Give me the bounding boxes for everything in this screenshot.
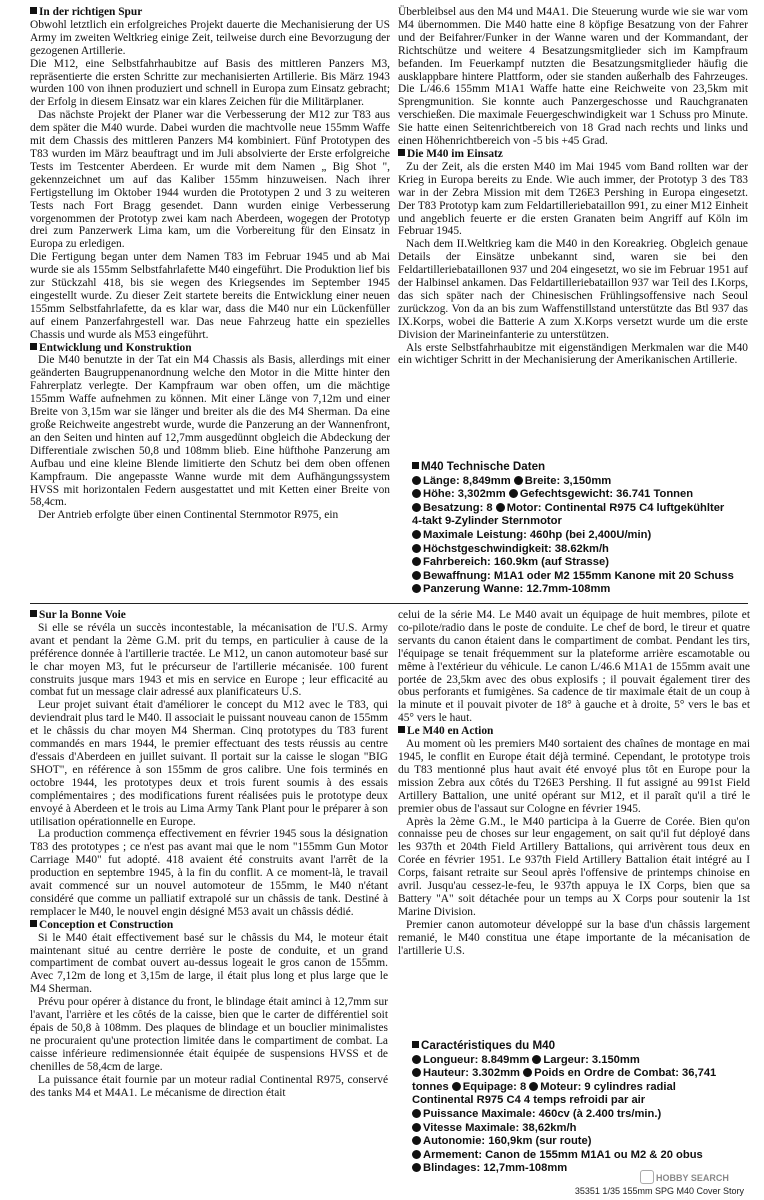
spec-line: Puissance Maximale: 460cv (à 2.400 trs/min.)	[412, 1108, 748, 1122]
square-bullet-icon	[30, 610, 37, 617]
spec-line: Fahrbereich: 160.9km (auf Strasse)	[412, 556, 748, 570]
section-heading: Le M40 en Action	[398, 725, 750, 738]
section-heading: Entwicklung und Konstruktion	[30, 342, 390, 355]
paragraph: Prévu pour opérer à distance du front, le blindage était aminci à 12,7mm sur l'avant, l'arrière et les côtés de la caisse, bien que le carter de différentiel soit épais de 50,8 à 108mm. Des plaques de blindage et un bouclier minimalistes ne procuraient qu'une protection limitée dans le compartiment de combat. La caisse inférieure redimensionnée était équipée de suspensions HVSS et de chenilles de 58,4cm de large.	[30, 996, 388, 1073]
paragraph: La puissance était fournie par un moteur radial Continental R975, conservé des tanks M4 et M4A1. Le mécanisme de direction était	[30, 1073, 388, 1099]
square-bullet-icon	[398, 149, 405, 156]
bullet-icon	[532, 1055, 541, 1064]
spec-line: Höchstgeschwindigkeit: 38.62km/h	[412, 543, 748, 557]
french-right-column	[398, 609, 750, 957]
spec-line: Longueur: 8.849mm Largeur: 3.150mm	[412, 1054, 748, 1068]
paragraph: Si elle se révéla un succès incontestable, la mécanisation de l'U.S. Army avant et pendant la 2ème G.M. prit du temps, en particulier à cause de la préférence donnée à l'artillerie tractée. Le M12, un canon automoteur basé sur le char moyen M3, fut le précurseur de l'artillerie mécanisée. 100 furent construits jusque mars 1943 et mis en service en Europe ; leur efficacité au combat fut un message clair adressé aux planificateurs U.S.	[30, 621, 388, 699]
square-bullet-icon	[412, 1041, 419, 1048]
bullet-icon	[523, 1068, 532, 1077]
square-bullet-icon	[30, 920, 37, 927]
section-heading: In der richtigen Spur	[30, 6, 390, 19]
bullet-icon	[412, 1068, 421, 1077]
bullet-icon	[514, 476, 523, 485]
german-left-column	[30, 6, 390, 522]
spec-line: Panzerung Wanne: 12.7mm-108mm	[412, 583, 748, 597]
language-divider	[30, 603, 748, 604]
square-bullet-icon	[30, 343, 37, 350]
section-heading: Sur la Bonne Voie	[30, 609, 388, 622]
section-heading: Die M40 im Einsatz	[398, 148, 748, 161]
spec-line: Hauteur: 3.302mm Poids en Ordre de Combat: 36,741	[412, 1067, 748, 1081]
bullet-icon	[412, 503, 421, 512]
spec-line: 4-takt 9-Zylinder Sternmotor	[412, 515, 562, 528]
square-bullet-icon	[412, 462, 419, 469]
paragraph: Zu der Zeit, als die ersten M40 im Mai 1945 vom Band rollten war der Krieg in Europa bereits zu Ende. Wie auch immer, der Prototyp 3 des T83 war in der Zebra Mission mit dem T26E3 Pershing in Europa eingesetzt. Der T83 Prototyp kam zum Feldartilleriebataillon 991, zu einer M12 Einheit und angeblich feuerte er die ersten Granaten beim Angriff auf Köln im Februar 1945.	[398, 160, 748, 238]
spec-title: M40 Technische Daten	[412, 460, 748, 474]
square-bullet-icon	[398, 726, 405, 733]
paragraph: celui de la série M4. Le M40 avait un équipage de huit membres, pilote et co-pilote/radio dans le poste de conduite. Le chef de bord, le tireur et quatre servants du canon étaient dans le compartiment de combat. Pendant les tirs, l'équipage se tenait fréquemment sur la plateforme arrière escamotable ou même à l'extérieur du véhicule. Le canon L/46.6 M1A1 de 155mm avait une portée de 23,5km avec des obus explosifs ; il pouvait également tirer des obus perforants et fumigènes. Sa cadence de tir maximale était de un coup à la minute et il pouvait pivoter de 18° à gauche et à droite, 5° vers le bas et 45° vers le haut.	[398, 609, 750, 725]
square-bullet-icon	[30, 7, 37, 14]
bullet-icon	[496, 503, 505, 512]
bullet-icon	[452, 1082, 461, 1091]
paragraph: Nach dem II.Weltkrieg kam die M40 in den Koreakrieg. Obgleich genaue Details der Einsätze unbekannt sind, waren sie bei den Feldartilleriebataillonen 937 und 204 eingesetzt, wo sie im Februar 1951 auf der Halbinsel ankamen. Das Feldartilleriebataillon 937 war Teil des I.Korps, das sich später nach der Chinesischen Frühlingsoffensive nach Seoul zurückzog. Von da an bis zum Waffenstillstand unterstützte das Btl 937 das IX.Korps, wobei die Batterie A zum X.Korps versetzt wurde um die erste Division der Marineinfanterie zu unterstützen.	[398, 238, 748, 341]
bullet-icon	[412, 476, 421, 485]
bullet-icon	[509, 489, 518, 498]
french-left-column	[30, 609, 388, 1099]
paragraph: Après la 2ème G.M., le M40 participa à la Guerre de Corée. Bien qu'on connaisse peu de choses sur leur engagement, on sait qu'il fut déployé dans les 937th et 204th Field Artillery Battalions, qui arrivèrent tous deux en Corée en février 1951. Le 937th Field Artillery Battalion était intégré au I Corps, faisant retraite sur Seoul après l'offensive de printemps chinoise en avril. Jusqu'au cessez-le-feu, le 937th appuya le IX Corps, bien que sa Battery "A" soit détachée pour un temps au X Corps pour soutenir la 1st Marine Division.	[398, 815, 750, 918]
paragraph: Premier canon automoteur développé sur la base d'un châssis largement remanié, le M40 constitua une étape importante de la mécanisation de l'artillerie U.S.	[398, 918, 750, 957]
bullet-icon	[412, 1109, 421, 1118]
paragraph: Der Antrieb erfolgte über einen Continental Sternmotor R975, ein	[38, 509, 339, 522]
bullet-icon	[412, 571, 421, 580]
section-heading: Conception et Construction	[30, 919, 388, 932]
spec-line: Blindages: 12,7mm-108mm	[412, 1162, 748, 1176]
spec-line: Höhe: 3,302mm Gefechtsgewicht: 36.741 Tonnen	[412, 488, 748, 502]
bullet-icon	[412, 530, 421, 539]
paragraph: Als erste Selbstfahrhaubitze mit eigenständigen Merkmalen war die M40 ein wichtiger Schritt in der Mechanisierung der Amerikanischen Artillerie.	[398, 341, 748, 367]
bullet-icon	[412, 1136, 421, 1145]
french-spec-box	[412, 1039, 748, 1176]
paragraph: Die Fertigung began unter dem Namen T83 im Februar 1945 und ab Mai wurde sie als 155mm Selbstfahrlafette M40 eingeführt. Die Produktion lief bis zur Stückzahl 418, bis sie wegen des Kriegsendes im September 1945 eingestellt wurde. Zu dieser Zeit startete bereits die Entwicklung einer neuen 155mm Selbstfahrlafette, da es klar war, dass die M40 nur ein Lückenfüller auf einem Panzerfahrgestell war. Das neue Fahrzeug hatte ein spezielles Chassis und wurde als M53 eingeführt.	[30, 251, 390, 341]
german-right-column	[398, 6, 748, 367]
page-footer: 35351 1/35 155mm SPG M40 Cover Story	[574, 1186, 744, 1196]
bullet-icon	[412, 1055, 421, 1064]
paragraph: Obwohl letztlich ein erfolgreiches Projekt dauerte die Mechanisierung der US Army im zweiten Weltkrieg einige Zeit, teilweise durch eine Bevorzugung der gezogenen Artillerie.	[30, 18, 390, 57]
spec-line: Autonomie: 160,9km (sur route)	[412, 1135, 748, 1149]
spec-line: Bewaffnung: M1A1 oder M2 155mm Kanone mit 20 Schuss	[412, 570, 748, 584]
spec-line: Vitesse Maximale: 38,62km/h	[412, 1122, 748, 1136]
spec-title: Caractéristiques du M40	[412, 1039, 748, 1053]
paragraph: Die M12, eine Selbstfahrhaubitze auf Basis des mittleren Panzers M3, repräsentierte die ersten Schritte zur mechanisierten Artillerie. Bis März 1943 wurden 100 von ihnen produziert und schnell in Europa zum Einsatz gebracht; der Erfolg in diesem Einsatz war ein klares Zeichen für die Militärplaner.	[30, 57, 390, 109]
paragraph: Si le M40 était effectivement basé sur le châssis du M4, le moteur était maintenant situé au centre derrière le poste de conduite, et un grand compartiment de combat ouvert au-dessus logeait le gros canon de 155mm. Avec 7,12m de long et 3,15m de large, il était plus long et plus large que le M4 Sherman.	[30, 931, 388, 996]
paragraph: Die M40 benutzte in der Tat ein M4 Chassis als Basis, allerdings mit einer geänderten Baugruppenanordnung welche den Motor in die Mitte hinter den Fahrerplatz verlegte. Der Kampfraum war oben offen, um die mächtige 155mm Waffe aufnehmen zu können. Mit einer Länge von 7,12m und einer Breite von 3,15m war sie länger und breiter als die des M4 Sherman. Da eine große Reichweite angestrebt wurde, wurde die Panzerung an der Wannenfront, an den Seiten und hinten auf 12,7mm ausgedünnt obgleich die Abdeckung der Differentiale zwischen 50,8 und 108mm blieb. Eine hüfthohe Panzerung am Aufbau und eine kleine Blende limitierte den Schutz bei dem oben offenen Kampfraum. Die angepasste Wanne wurde mit dem Aufhängungssystem HVSS mit horizontalen Federn ausgestattet und mit Ketten einer Breite von 58,4cm.	[30, 354, 390, 509]
bullet-icon	[412, 584, 421, 593]
paragraph: Au moment où les premiers M40 sortaient des chaînes de montage en mai 1945, le conflit en Europe était déjà terminé. Cependant, le prototype trois du T83 mentionné plus haut avait été envoyé plus tôt en Europe pour la mission Zebra aux côtés du T26E3 Pershing. Il fut assigné au 991st Field Artillery Battalion, une unité opérant sur M12, et il paraît qu'il a tiré le premier obus de l'assaut sur Cologne en février 1945.	[398, 738, 750, 815]
spec-line: tonnes Equipage: 8 Moteur: 9 cylindres radial	[412, 1080, 676, 1093]
bullet-icon	[412, 1163, 421, 1172]
bullet-icon	[412, 544, 421, 553]
bullet-icon	[412, 489, 421, 498]
bullet-icon	[412, 1123, 421, 1132]
spec-line: Continental R975 C4 4 temps refroidi par air	[412, 1094, 646, 1107]
spec-line: Armement: Canon de 155mm M1A1 ou M2 & 20 obus	[412, 1149, 748, 1163]
hobby-search-logo-icon	[640, 1170, 654, 1184]
paragraph: Überbleibsel aus den M4 und M4A1. Die Steuerung wurde wie sie war vom M4 übernommen. Die M40 hatte eine 8 köpfige Besatzung von der Fahrer und der Beifahrer/Funker in der Wanne waren und der Kommandant, der Richtschütze und weitere 4 Besatzungsmitglieder sich im Kampfraum befanden. Im Feuerkampf nutzten die Besatzungsmitglieder häufig die ausklappbare hintere Plattform, oder sie standen außerhalb des Fahrzeuges. Die L/46.6 155mm M1A1 Waffe hatte eine Reichweite von 23,5km mit Sprengmunition. Sie konnte auch Panzergeschosse und Rauchgranaten verschießen. Die maximale Feuergeschwindigkeit war 1 Schuss pro Minute. Sie hatte einen Seitenrichtbereich von 18 Grad nach rechts und links und einen Höhenrichtbereich von -5 bis +45 Grad.	[398, 6, 748, 148]
bullet-icon	[412, 1150, 421, 1159]
paragraph: Das nächste Projekt der Planer war die Verbesserung der M12 zur T83 aus dem später die M40 wurde. Dabei wurden die machtvolle neue 155mm Waffe mit dem Chassis des mittleren Panzers M4 kombiniert. Fünf Prototypen des T83 wurden im März beauftragt und im Juli absolvierte der Erste erfolgreiche Tests im Testcenter Aberdeen. Er wurde mit dem Namen „ Big Shot ", gekennzeichnet um auf das Kaliber 155mm hinzuweisen. Nach ihrer Fertigstellung im Oktober 1944 wurden die Prototypen 2 und 3 zu weiteren Tests nach Fort Bragg gesendet. Dann wurden einige Verbesserung vorgenommen der Prototyp zwei kam nach Aberdeen, wogegen der Prototyp drei zum Panzerwerk Lima kam, um die Vorbereitung für den Einsatz in Europa zu erledigen.	[30, 109, 390, 251]
paragraph: Leur projet suivant était d'améliorer le concept du M12 avec le T83, qui deviendrait plus tard le M40. Il associait le puissant nouveau canon de 155mm et le châssis du char moyen M4 Sherman. Cinq prototypes du T83 furent commandés en mars 1944, le premier effectuant des tests réussis au centre d'essais d'Aberdeen en juillet suivant. Il portait sur la caisse le slogan "BIG SHOT", en référence à son 155mm de gros calibre. Une fois terminés en octobre 1944, les prototypes deux et trois furent soumis à des essais complémentaires ; des modifications furent réalisées puis le prototype deux envoyé à Aberdeen et le trois au Lima Army Tank Plant pour le préparer à son utilisation opérationnelle en Europe.	[30, 699, 388, 828]
spec-line: Besatzung: 8 Motor: Continental R975 C4 luftgekühlter	[412, 502, 748, 516]
bullet-icon	[412, 557, 421, 566]
bullet-icon	[529, 1082, 538, 1091]
paragraph: La production commença effectivement en février 1945 sous la désignation T83 des prototypes ; ce n'est pas avant mai que le nom "155mm Gun Motor Carriage M40" fut adopté. 418 avaient été construits avant l'arrêt de la production en septembre 1945, à la fin du conflit. A ce moment-là, le travail avait commencé sur un nouvel automoteur de 155mm, le M40 n'étant considéré que comme un palliatif extrapolé sur un châssis de tank. Destiné à remplacer le M40, le nouvel engin désigné M53 avait un châssis dédié.	[30, 828, 388, 918]
spec-line: Maximale Leistung: 460hp (bei 2,400U/min)	[412, 529, 748, 543]
german-spec-box	[412, 460, 748, 597]
spec-line: Länge: 8,849mm Breite: 3,150mm	[412, 475, 748, 489]
watermark: HOBBY SEARCH	[640, 1170, 758, 1184]
